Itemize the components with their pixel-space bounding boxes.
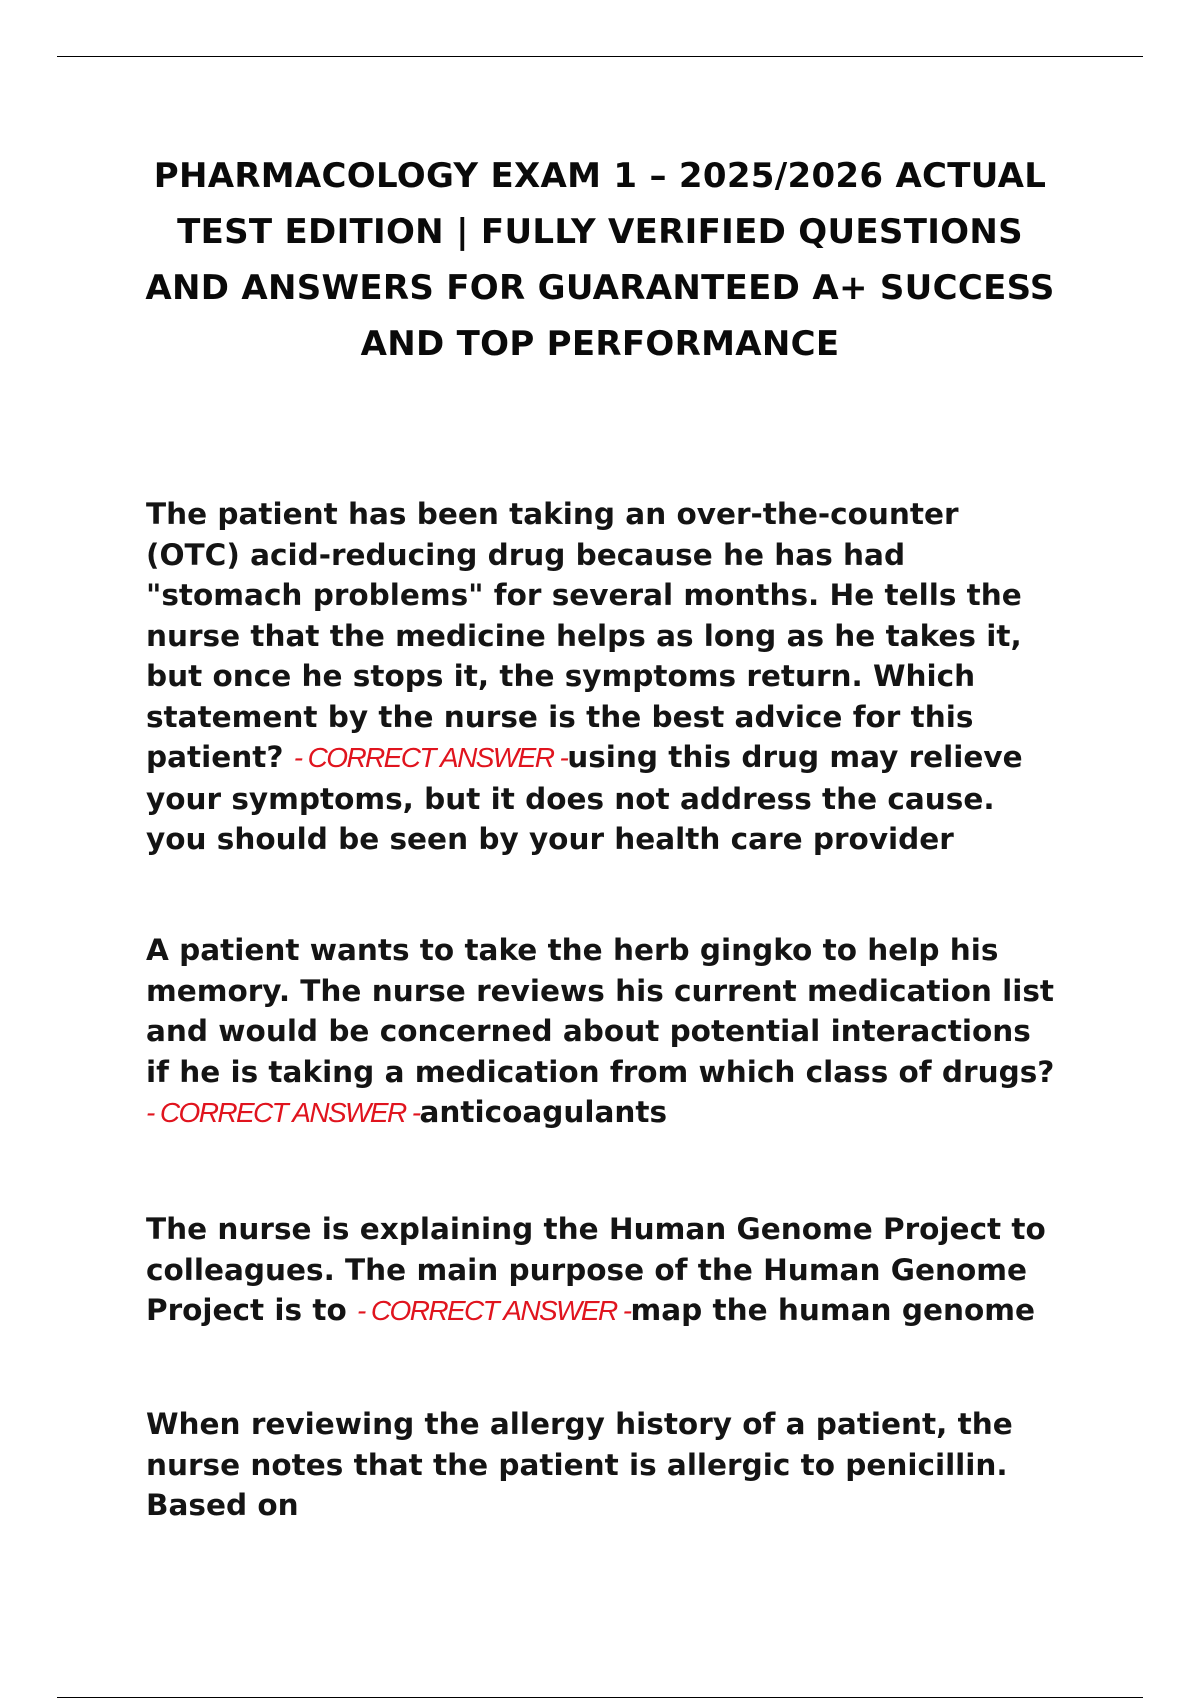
- qa-item: [146, 930, 1056, 1134]
- bottom-divider: [57, 1697, 1143, 1698]
- correct-answer-marker: - CORRECT ANSWER -: [146, 1097, 420, 1128]
- top-divider: [57, 56, 1143, 57]
- correct-answer-marker: - CORRECT ANSWER -: [293, 742, 568, 773]
- document-title: PHARMACOLOGY EXAM 1 – 2025/2026 ACTUAL TEST EDITION | FULLY VERIFIED QUESTIONS AND ANSWERS FOR GUARANTEED A+ SUCCESS AND TOP PERFORMANCE: [145, 156, 1055, 364]
- question-text: The nurse is explaining the Human Genome Project to colleagues. The main purpose of the Human Genome Project is to: [146, 1212, 1046, 1327]
- question-text: When reviewing the allergy history of a patient, the nurse notes that the patient is allergic to penicillin. Based on: [146, 1407, 1013, 1522]
- answer-text: anticoagulants: [419, 1095, 668, 1129]
- qa-item: [146, 1209, 1056, 1332]
- question-text: The patient has been taking an over-the-counter (OTC) acid-reducing drug because he has had "stomach problems" for several months. He tells the nurse that the medicine helps as long as he takes it, but once he stops it, the symptoms return. Which statement by the nurse is the best advice for this patient?: [146, 497, 1022, 774]
- qa-item: [146, 1404, 1056, 1526]
- qa-item: [146, 494, 1056, 860]
- question-text: A patient wants to take the herb gingko to help his memory. The nurse reviews his current medication list and would be concerned about potential interactions if he is taking a medication from which class of drugs?: [146, 933, 1055, 1089]
- answer-text: map the human genome: [630, 1293, 1035, 1327]
- correct-answer-marker: - CORRECT ANSWER -: [357, 1295, 631, 1326]
- answer-text: using this drug may relieve your symptoms, but it does not address the cause. you should be seen by your health care provider: [146, 740, 1023, 856]
